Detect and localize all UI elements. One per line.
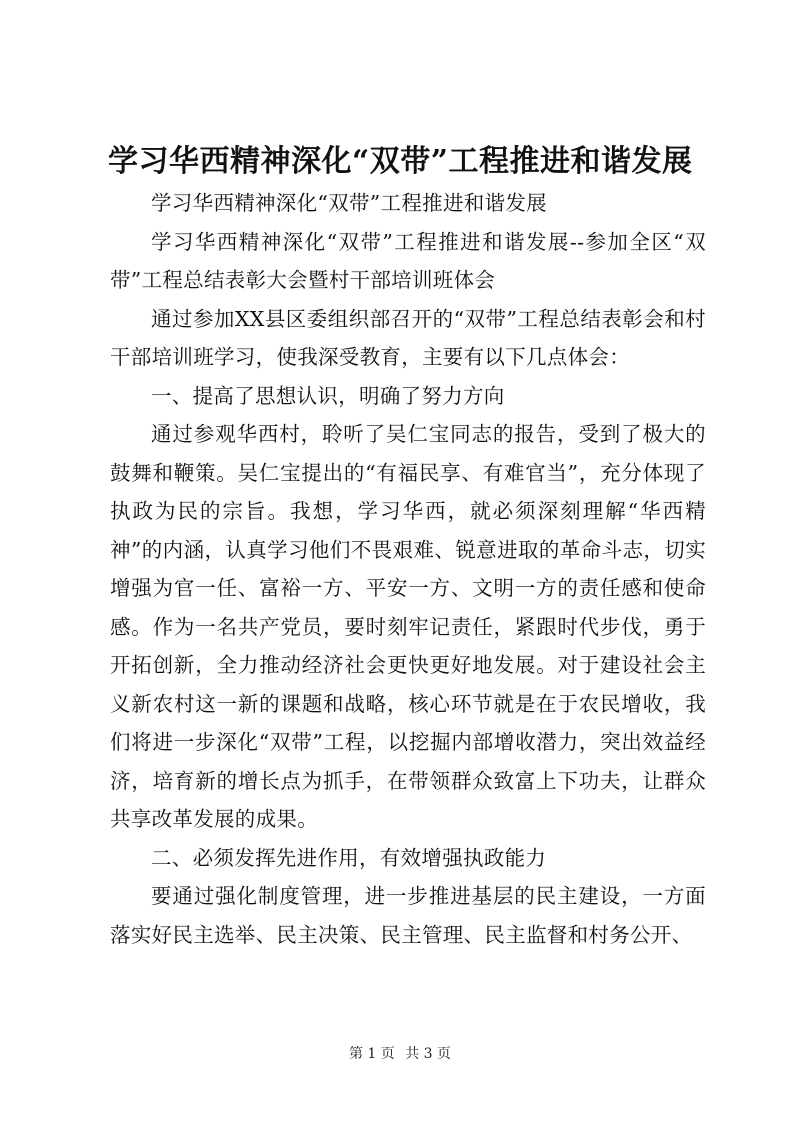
paragraph-section-2: 要通过强化制度管理，进一步推进基层的民主建设，一方面落实好民主选举、民主决策、民主管理、民主监督和村务公开、 [110, 884, 706, 947]
paragraph-intro: 通过参加XX县区委组织部召开的“双带”工程总结表彰会和村干部培训班学习，使我深受教育，主要有以下几点体会： [110, 306, 706, 369]
paragraph-heading-full: 学习华西精神深化“双带”工程推进和谐发展--参加全区“双带”工程总结表彰大会暨村干部培训班体会 [110, 229, 706, 292]
paragraph-section-1: 通过参观华西村，聆听了吴仁宝同志的报告，受到了极大的鼓舞和鞭策。吴仁宝提出的“有福民享、有难官当”，充分体现了执政为民的宗旨。我想，学习华西，就必须深刻理解“华西精神”的内涵，认真学习他们不畏艰难、锐意进取的革命斗志，切实增强为官一任、富裕一方、平安一方、文明一方的责任感和使命感。作为一名共产党员，要时刻牢记责任，紧跟时代步伐，勇于开拓创新，全力推动经济社会更快更好地发展。对于建设社会主义新农村这一新的课题和战略，核心环节就是在于农民增收，我们将进一步深化“双带”工程，以挖掘内部增收潜力，突出效益经济，培育新的增长点为抓手，在带领群众致富上下功夫，让群众共享改革发展的成果。 [110, 422, 706, 831]
document-body [110, 184, 706, 954]
page-total: 共 3 页 [405, 1046, 452, 1062]
document-title: 学习华西精神深化“双带”工程推进和谐发展 [108, 144, 693, 179]
section-heading-1: 一、提高了思想认识，明确了努力方向 [151, 383, 505, 408]
page-number: 第 1 页 [348, 1046, 395, 1062]
page-footer [0, 1044, 800, 1064]
paragraph-subtitle: 学习华西精神深化“双带”工程推进和谐发展 [151, 191, 547, 215]
section-heading-2: 二、必须发挥先进作用，有效增强执政能力 [151, 845, 547, 870]
